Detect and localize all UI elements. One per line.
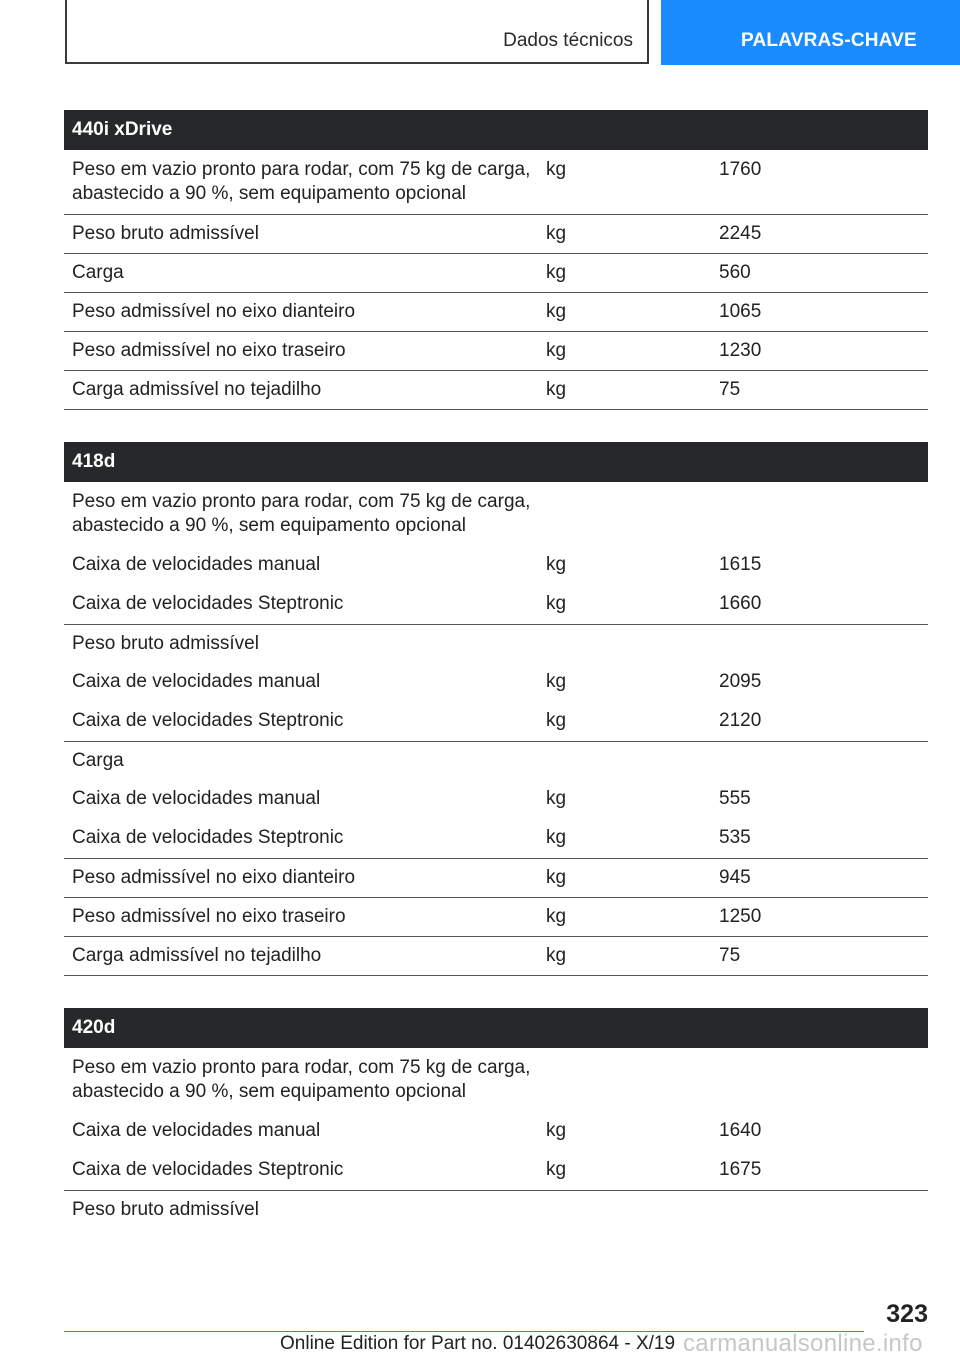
row-label: Carga [72,750,124,771]
row-unit: kg [546,301,567,322]
row-value: 1065 [719,301,762,322]
row-label: Peso em vazio pronto para rodar, com 75 kg de carga, abastecido a 90 %, sem equipamento opcional [72,159,531,204]
edition-text: Online Edition for Part no. 01402630864 - X/19 [280,1333,676,1354]
row-unit: kg [546,262,567,283]
spec-table-440i-xdrive [64,110,928,410]
row-unit: kg [546,1159,567,1180]
row-label: Caixa de velocidades Steptronic [72,593,344,614]
row-label: Caixa de velocidades manual [72,671,321,692]
row-value: 1760 [719,159,762,180]
spec-table-418d [64,442,928,976]
table-row [64,253,928,292]
row-value: 75 [719,945,741,966]
table-row [64,819,928,858]
table-bottom-rule [64,409,928,410]
row-label: Peso admissível no eixo dianteiro [72,301,356,322]
keywords-tab[interactable]: PALAVRAS-CHAVE [661,0,960,65]
row-value: 2120 [719,710,762,731]
table-row [64,370,928,409]
table-row [64,741,928,780]
row-unit: kg [546,223,567,244]
row-label: Caixa de velocidades Steptronic [72,710,344,731]
spec-table-420d [64,1008,928,1229]
table-row [64,1112,928,1151]
row-label: Peso bruto admissível [72,223,259,244]
row-label: Peso bruto admissível [72,1199,259,1220]
table-row [64,1190,928,1229]
row-label: Caixa de velocidades Steptronic [72,827,344,848]
row-value: 2245 [719,223,762,244]
table-row [64,936,928,975]
table-row [64,897,928,936]
table-row [64,546,928,585]
row-value: 2095 [719,671,762,692]
row-label: Caixa de velocidades manual [72,554,321,575]
row-label: Carga admissível no tejadilho [72,945,322,966]
row-value: 1640 [719,1120,762,1141]
table-row [64,482,928,546]
section-title: Dados técnicos [503,30,633,51]
table-row [64,150,928,214]
row-label: Peso em vazio pronto para rodar, com 75 kg de carga, abastecido a 90 %, sem equipamento opcional [72,1057,531,1102]
watermark: carmanualsonline.info [683,1330,923,1357]
table-bottom-rule [64,975,928,976]
table-row [64,780,928,819]
row-unit: kg [546,827,567,848]
row-label: Carga admissível no tejadilho [72,379,322,400]
row-unit: kg [546,710,567,731]
row-label: Peso admissível no eixo dianteiro [72,867,356,888]
row-value: 560 [719,262,751,283]
table-row [64,1151,928,1190]
row-value: 75 [719,379,741,400]
row-value: 555 [719,788,751,809]
table-row [64,1048,928,1112]
table-row [64,585,928,624]
row-unit: kg [546,671,567,692]
page-number: 323 [886,1300,928,1328]
row-label: Peso admissível no eixo traseiro [72,340,346,361]
table-header: 420d [64,1008,928,1048]
row-label: Caixa de velocidades Steptronic [72,1159,344,1180]
row-label: Peso bruto admissível [72,633,259,654]
row-unit: kg [546,593,567,614]
row-label: Caixa de velocidades manual [72,1120,321,1141]
row-value: 1230 [719,340,762,361]
table-row [64,214,928,253]
row-unit: kg [546,340,567,361]
row-value: 1660 [719,593,762,614]
header-section-box [65,0,649,64]
row-unit: kg [546,867,567,888]
row-label: Peso admissível no eixo traseiro [72,906,346,927]
table-row [64,292,928,331]
row-value: 1615 [719,554,762,575]
row-label: Caixa de velocidades manual [72,788,321,809]
row-value: 535 [719,827,751,848]
row-unit: kg [546,554,567,575]
table-row [64,702,928,741]
row-unit: kg [546,945,567,966]
row-unit: kg [546,788,567,809]
table-header: 440i xDrive [64,110,928,150]
row-label: Peso em vazio pronto para rodar, com 75 kg de carga, abastecido a 90 %, sem equipamento opcional [72,491,531,536]
row-label: Carga [72,262,124,283]
table-row [64,858,928,897]
table-row [64,663,928,702]
row-unit: kg [546,159,567,180]
row-unit: kg [546,1120,567,1141]
row-value: 1675 [719,1159,762,1180]
row-value: 945 [719,867,751,888]
row-value: 1250 [719,906,762,927]
table-header: 418d [64,442,928,482]
row-unit: kg [546,379,567,400]
table-row [64,624,928,663]
table-row [64,331,928,370]
row-unit: kg [546,906,567,927]
